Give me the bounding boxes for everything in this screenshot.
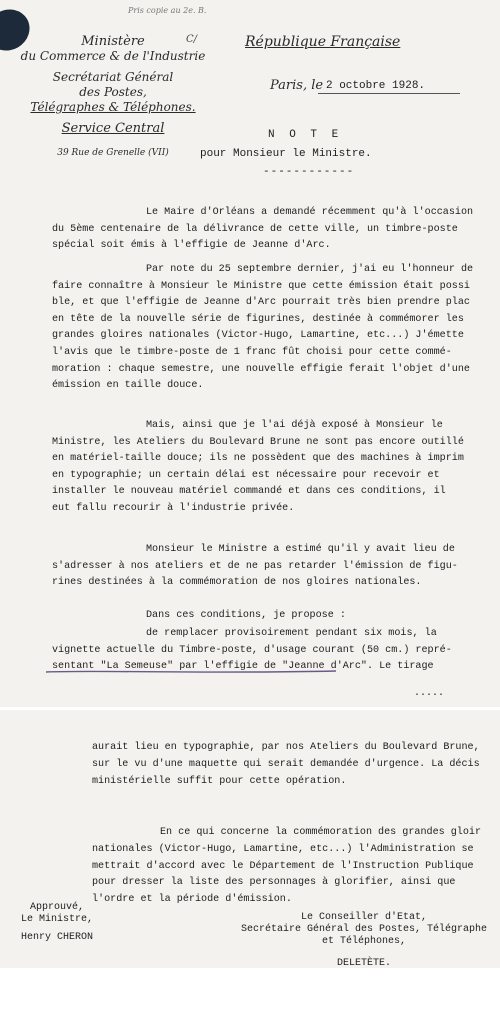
signature-line: Approuvé, [29, 902, 84, 913]
paragraph-3 [52, 418, 464, 518]
text-line: ble, et que l'effigie de Jeanne d'Arc pourrait très bien prendre plac [52, 297, 470, 309]
paragraph-4 [52, 542, 458, 592]
paragraph-5 [52, 608, 346, 625]
signature-name: Henry CHERON [20, 932, 93, 943]
text-line: du 5ème centenaire de la délivrance de cette ville, un timbre-poste [52, 223, 458, 235]
text-line: sentant "La Semeuse" par l'effigie de "Jeanne d'Arc". Le tirage [52, 661, 434, 673]
letterhead-republic: République Française [245, 34, 401, 50]
signature-line: Secrétaire Général des Postes, Télégraphe [240, 924, 488, 935]
text-line: Dans ces conditions, je propose : [146, 610, 346, 621]
text-line: eut fallu recourir à l'industrie privée. [52, 502, 295, 514]
margin-mark: C/ [186, 34, 198, 45]
paragraph-1 [52, 205, 473, 255]
letterhead-line: Ministère [81, 34, 145, 49]
letterhead-line: Secrétariat Général [52, 70, 174, 84]
letterhead-line: du Commerce & de l'Industrie [20, 49, 206, 63]
place-label: Paris, le [270, 78, 324, 93]
text-line: Mais, ainsi que je l'ai déjà exposé à Monsieur le [146, 420, 443, 431]
text-line: installer le nouveau matériel commandé et dans ces conditions, il [52, 486, 446, 498]
text-line: en typographie; un certain délai est nécessaire pour recevoir et [52, 469, 440, 481]
letterhead-ministry [18, 34, 208, 161]
signature-line: et Téléphones, [321, 936, 406, 947]
letterhead-address: 39 Rue de Grenelle (VII) [57, 148, 169, 158]
signature-name: DELETÈTE. [336, 958, 391, 969]
text-line: émission en taille douce. [52, 380, 204, 392]
text-line: rines destinées à la commémoration de nos gloires nationales. [52, 577, 422, 589]
text-line: l'ordre et la période d'émission. [92, 894, 292, 906]
text-line: Le Maire d'Orléans a demandé récemment qu'à l'occasion [146, 207, 474, 218]
text-line: faire connaître à Monsieur le Ministre que cette émission était possi [52, 280, 470, 292]
date-underline [318, 93, 460, 94]
pencil-annotation: Pris copie au 2e. B. [128, 6, 207, 15]
text-line: nationales (Victor-Hugo, Lamartine, etc...) l'Administration se [92, 843, 474, 855]
text-line: Ministre, les Ateliers du Boulevard Brune ne sont pas encore outillé [52, 436, 464, 448]
note-heading: N O T E [268, 129, 343, 141]
signature-minister [12, 902, 102, 944]
text-line: En ce qui concerne la commémoration des grandes gloir [160, 827, 482, 838]
text-line: Monsieur le Ministre a estimé qu'il y avait lieu de [146, 544, 455, 555]
letterhead-line: des Postes, [79, 85, 147, 99]
text-line: grandes gloires nationales (Victor-Hugo, Lamartine, etc...) J'émette [52, 330, 464, 342]
handwritten-underline [46, 670, 336, 674]
document-date: 2 octobre 1928. [326, 80, 426, 92]
signature-line: Le Conseiller d'Etat, [300, 912, 428, 923]
text-line: aurait lieu en typographie, par nos Ateliers du Boulevard Brune, [92, 742, 480, 753]
text-line: sur le vu d'une maquette qui serait demandée d'urgence. La décis [92, 758, 480, 770]
text-line: ministérielle suffit pour cette opération. [92, 775, 347, 787]
text-line: moration : chaque semestre, une nouvelle effigie ferait l'objet d'une [52, 363, 470, 375]
text-line: mettrait d'accord avec le Département de l'Instruction Publique [92, 860, 474, 872]
signature-secretary [228, 912, 500, 970]
paragraph-2 [52, 262, 473, 395]
page2-paragraph-2 [92, 825, 481, 909]
text-line: pour dresser la liste des personnages à glorifier, ainsi que [92, 877, 456, 889]
text-line: Par note du 25 septembre dernier, j'ai eu l'honneur de [146, 264, 474, 275]
text-line: s'adresser à nos ateliers et de ne pas retarder l'émission de figu- [52, 560, 458, 572]
continuation-mark: ..... [414, 688, 445, 699]
paragraph-6 [52, 626, 452, 676]
text-line: en tête de la nouvelle série de figurines, destinée à commémorer les [52, 313, 464, 325]
signature-line: Le Ministre, [20, 914, 93, 925]
text-line: spécial soit émis à l'effigie de Jeanne d'Arc. [52, 240, 331, 252]
page2-paragraph-1 [92, 740, 480, 790]
text-line: l'avis que le timbre-poste de 1 franc fût choisi pour cette commé- [52, 346, 452, 358]
text-line: vignette actuelle du Timbre-poste, d'usage courant (50 cm.) repré- [52, 644, 452, 656]
note-rule: ------------ [263, 166, 355, 178]
letterhead-line: Service Central [61, 121, 165, 136]
note-subheading: pour Monsieur le Ministre. [200, 148, 372, 160]
text-line: de remplacer provisoirement pendant six mois, la [146, 628, 437, 639]
letterhead-line: Télégraphes & Téléphones. [30, 100, 196, 114]
text-line: en matériel-taille douce; ils ne possèdent que des machines à imprim [52, 453, 464, 465]
